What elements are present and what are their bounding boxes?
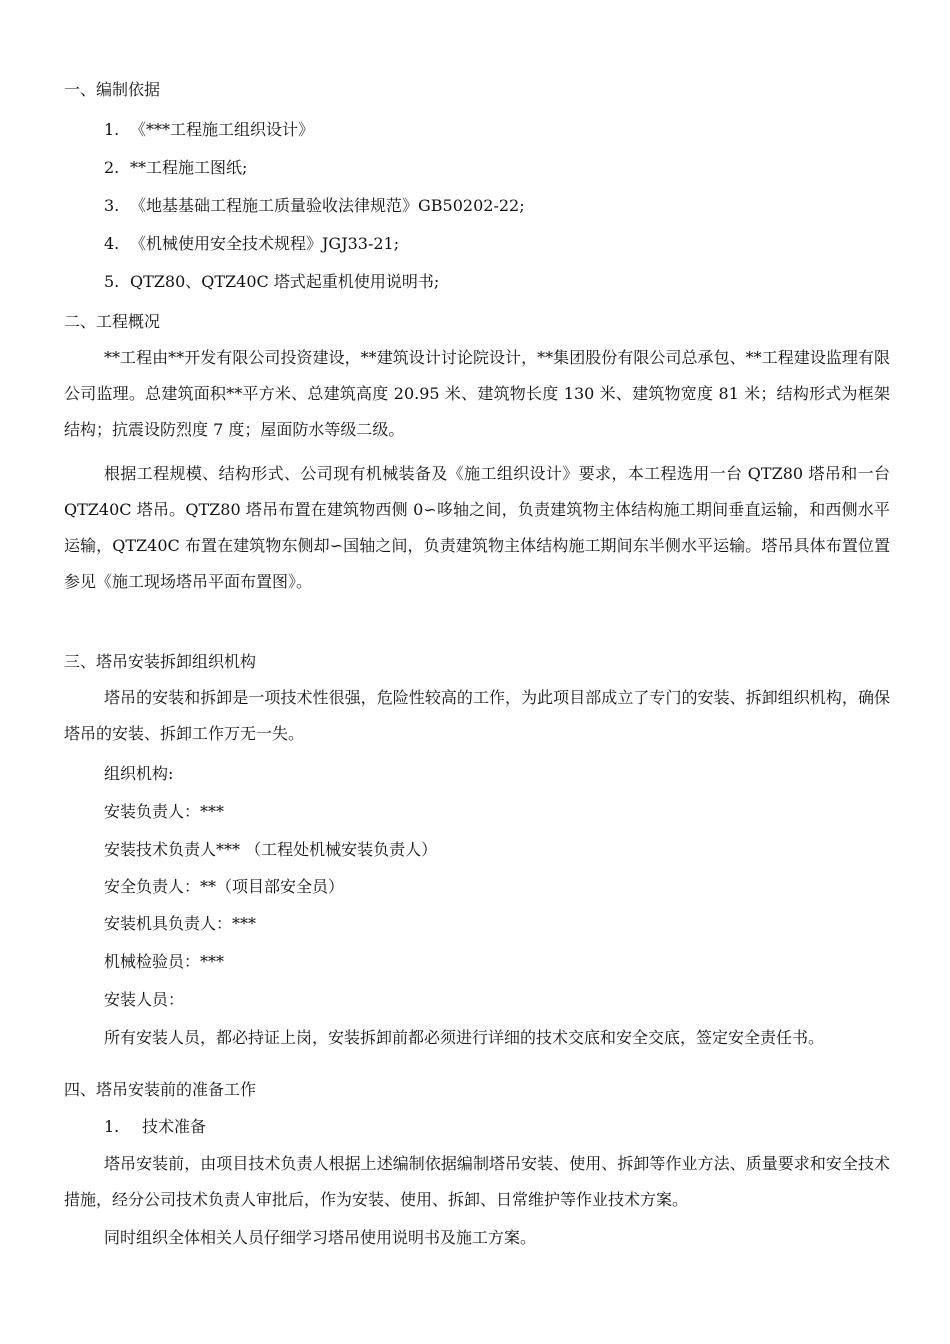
section-1-heading: 一、编制依据 — [64, 80, 161, 99]
reference-item-3 — [104, 196, 525, 216]
reference-item-4-number: 4. — [104, 234, 120, 253]
tower-crane-selection-paragraph: 根据工程规模、结构形式、公司现有机械装备及《施工组织设计》要求，本工程选用一台 QTZ80 塔吊和一台 QTZ40C 塔吊。QTZ80 塔吊布置在建筑物西侧 0∽哆轴之间，负责建筑物主体结构施工期间垂直运输，和西侧水平运输，QTZ40C 布置在建筑物东侧却∽国轴之间，负责建筑物主体结构施工期间东半侧水平运输。塔吊具体布置位置参见《施工现场塔吊平面布置图》。 — [64, 464, 890, 591]
role-install-lead: 安装负责人：*** — [104, 802, 225, 821]
reference-item-2 — [104, 158, 247, 178]
study-manual-paragraph: 同时组织全体相关人员仔细学习塔吊使用说明书及施工方案。 — [104, 1228, 537, 1247]
organization-intro-paragraph: 塔吊的安装和拆卸是一项技术性很强，危险性较高的工作，为此项目部成立了专门的安装、拆卸组织机构，确保塔吊的安装、拆卸工作万无一失。 — [64, 688, 890, 743]
reference-item-1 — [104, 120, 314, 140]
technical-preparation-paragraph: 塔吊安装前，由项目技术负责人根据上述编制依据编制塔吊安装、使用、拆卸等作业方法、质量要求和安全技术措施，经分公司技术负责人审批后，作为安装、使用、拆卸、日常维护等作业技术方案。 — [64, 1154, 890, 1209]
reference-item-4-text: 《机械使用安全技术规程》JGJ33-21; — [130, 234, 400, 253]
section-3-heading: 三、塔吊安装拆卸组织机构 — [64, 652, 257, 671]
subsection-title: 技术准备 — [142, 1117, 207, 1136]
reference-item-5 — [104, 272, 439, 292]
organization-label: 组织机构: — [104, 764, 174, 783]
role-equipment-lead: 安装机具负责人：*** — [104, 914, 257, 933]
role-install-tech-lead: 安装技术负责人*** （工程处机械安装负责人） — [104, 840, 438, 859]
reference-item-5-number: 5. — [104, 272, 120, 291]
installer-requirements-paragraph: 所有安装人员，都必持证上岗，安装拆卸前都必须进行详细的技术交底和安全交底，签定安全责任书。 — [104, 1028, 825, 1047]
reference-item-5-text: QTZ80、QTZ40C 塔式起重机使用说明书; — [130, 272, 440, 291]
role-safety-lead: 安全负责人：**（项目部安全员） — [104, 877, 345, 896]
reference-item-1-text: 《***工程施工组织设计》 — [130, 120, 315, 139]
reference-item-3-text: 《地基基础工程施工质量验收法律规范》GB50202-22; — [130, 196, 525, 215]
reference-item-1-number: 1. — [104, 120, 120, 139]
project-overview-paragraph: **工程由**开发有限公司投资建设，**建筑设计讨论院设计，**集团股份有限公司总承包、**工程建设监理有限公司监理。总建筑面积**平方米、总建筑高度 20.95 米、建筑物长度 130 米、建筑物宽度 81 米；结构形式为框架结构；抗震设防烈度 7 度；屋面防水等级二级。 — [64, 348, 890, 439]
reference-item-4 — [104, 234, 399, 254]
section-2-heading: 二、工程概况 — [64, 312, 161, 331]
section-4-heading: 四、塔吊安装前的准备工作 — [64, 1080, 257, 1099]
role-machine-inspector: 机械检验员：*** — [104, 952, 225, 971]
subsection-number: 1. — [104, 1117, 120, 1136]
subsection-technical-preparation — [104, 1117, 206, 1137]
reference-item-2-text: **工程施工图纸; — [130, 158, 248, 177]
reference-item-2-number: 2. — [104, 158, 120, 177]
reference-item-3-number: 3. — [104, 196, 120, 215]
role-installers: 安装人员： — [104, 990, 185, 1009]
